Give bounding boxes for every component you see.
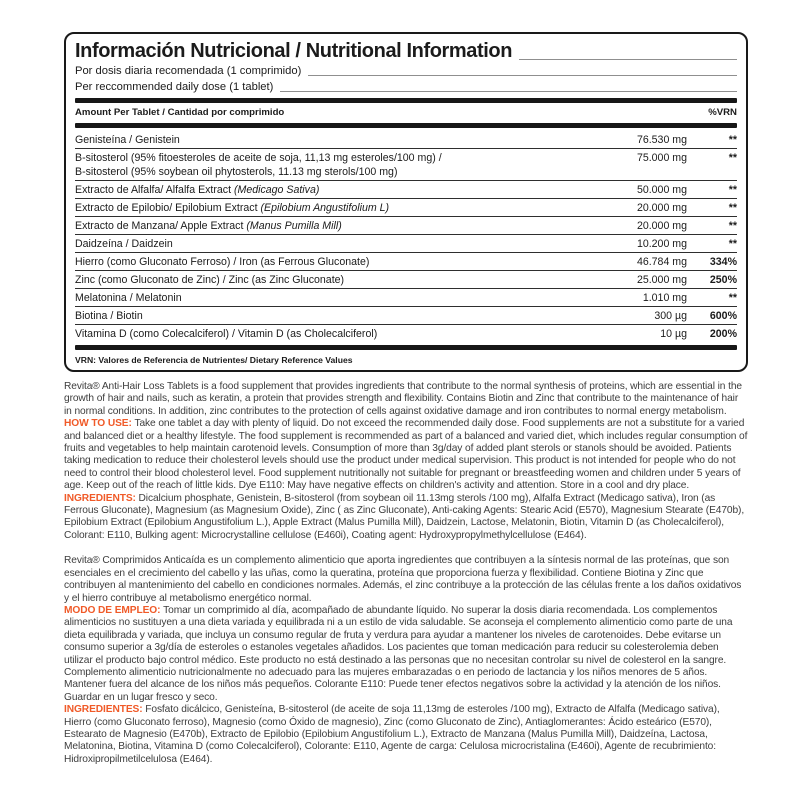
nutrient-name: Zinc (como Gluconato de Zinc) / Zinc (as Zinc Gluconate) [75, 273, 345, 286]
nutrient-vrn-percent: ** [728, 201, 737, 214]
paragraph-text: Tomar un comprimido al día, acompañado de abundante líquido. No superar la dosis diaria recomendada. Los complementos alimenticios no sustituyen a una dieta variada y equilibrada ni a un estilo de vida saludable. Se aconseja el complemento alimenticio como parte de una dieta equilibrada y variada, que incluya un consumo regular de fruta y verdura para ayudar a mantener los niveles de carotenoides. Debe evitarse un consumo superior a 3g/día de esteroles o estanoles vegetales añadidos. Los pacientes que toman medicación para reducir su colesterolemia deben utilizar el producto bajo control médico. Este producto no está destinado a las personas que no necesitan controlar su nivel de colesterol en la sangre. Complemento alimenticio nutricionalmente no adecuado para las mujeres embarazadas o en periodo de lactancia y los niños menores de 5 años. Mantener fuera del alcance de los niños más pequeños. Colorante E110: Puede tener efectos negativos sobre la actividad y la atención de los niños. Guardar en un lugar fresco y seco. [64, 604, 733, 703]
nutrient-row [75, 288, 737, 306]
paragraphs [64, 381, 748, 766]
dose-text-es: Por dosis diaria recomendada (1 comprimido) [75, 65, 302, 77]
paragraph-text: Dicalcium phosphate, Genistein, B-sitosterol (from soybean oil 11.13mg sterols /100 mg), Alfalfa Extract (Medicago sativa), Iron (as Ferrous Gluconate), Magnesium (as Magnesium Oxide), Zinc ( as Zinc Gluconate), Anti-caking Agents: Stearic Acid (E570), Magnesium Stearate (E470b), Epilobium Extract (Epilobium Angustifolium L.), Apple Extract (Malus Pumilla Mill), Daidzein, Lactose, Melatonin, Biotin, Vitamin D (as Cholecalciferol), Colorant: E110, Bulking agent: Microcrystalline cellulose (E460i), Coating agent: Hydroxypropylmethylcellulose (E464). [64, 492, 745, 541]
nutrient-row [75, 148, 737, 180]
paragraph-label: HOW TO USE: [64, 418, 135, 430]
thick-divider-bottom [75, 345, 737, 350]
paragraph-text: Fosfato dicálcico, Genisteína, B-sitosterol (de aceite de soja 11,13mg de esteroles /100 mg), Extracto de Alfalfa (Medicago sativa), Hierro (como Gluconato ferroso), Magnesio (como Óxido de magnesio), Zinc (como Gluconato de Zinc), Antiaglomerantes: Ácido esteárico (E570), Estearato de Magnesio (E470b), Extracto de Epilobio (Epilobium Angustifolium L.), Extracto de Manzana (Malus Pumilla Mill), Daidzeína, Lactosa, Melatonina, Biotina, Vitamina D (como Colecalciferol), Colorante: E110, Agente de carga: Celulosa microcristalina (E460i), Agente de recubrimiento: Hidroxipropilmetilcelulosa (E464). [64, 704, 720, 765]
nutrient-vrn-percent: 600% [709, 309, 737, 322]
nutrient-amount: 300 µg [654, 309, 687, 322]
nutrition-facts-box [64, 32, 748, 372]
vrn-footnote: VRN: Valores de Referencia de Nutrientes/ Dietary Reference Values [75, 355, 353, 365]
how-to-use-en [64, 418, 748, 492]
nutrient-vrn-percent: ** [728, 237, 737, 250]
nutrient-row [75, 198, 737, 216]
nutrient-amount: 20.000 mg [636, 201, 687, 214]
nutrient-vrn-percent: ** [728, 133, 737, 146]
nutrient-vrn-percent: ** [728, 151, 737, 164]
paragraph-label: INGREDIENTES: [64, 704, 146, 716]
nutrient-name: B-sitosterol (95% fitoesteroles de aceite de soja, 11,13 mg esteroles/100 mg) / B-sitosterol (95% soybean oil phytosterols, 11.13 mg sterols/100 mg) [75, 151, 442, 178]
nutrient-amount: 1.010 mg [642, 291, 687, 304]
column-header-amount: Amount Per Tablet / Cantidad por comprimido [75, 107, 285, 118]
ingredients-en [64, 493, 748, 543]
nutrient-vrn-percent: 200% [709, 327, 737, 340]
nutrient-name: Daidzeína / Daidzein [75, 237, 173, 250]
nutrient-vrn-percent: ** [728, 291, 737, 304]
nutrient-row [75, 216, 737, 234]
modo-de-empleo-es [64, 605, 748, 704]
table-column-header [75, 106, 737, 120]
dose-line-en [75, 80, 737, 95]
paragraph-label: MODO DE EMPLEO: [64, 604, 164, 616]
nutrient-row [75, 252, 737, 270]
nutrient-name: Hierro (como Gluconato Ferroso) / Iron (as Ferrous Gluconate) [75, 255, 370, 268]
nutrient-name: Extracto de Manzana/ Apple Extract (Manus Pumilla Mill) [75, 219, 342, 232]
paragraph-text: Revita® Anti-Hair Loss Tablets is a food supplement that provides ingredients that contribute to the normal synthesis of proteins, which are essential in the growth of hair and nails, such as keratin, a protein that provides strength and flexibility. Contains Biotin and Zinc that contribute to the maintenance of hair in normal conditions. In addition, zinc contributes to the protection of cells against oxidative damage and iron contributes to normal energy metabolism. [64, 381, 742, 417]
nutrient-name: Genisteína / Genistein [75, 133, 180, 146]
nutrient-vrn-percent: 250% [709, 273, 737, 286]
nutrient-name: Biotina / Biotin [75, 309, 143, 322]
nutrient-row [75, 324, 737, 342]
nutrient-amount: 10 µg [660, 327, 687, 340]
nutrient-name: Extracto de Alfalfa/ Alfalfa Extract (Medicago Sativa) [75, 183, 320, 196]
paragraph-text: Revita® Comprimidos Anticaída es un complemento alimenticio que aporta ingredientes que contribuyen a la síntesis normal de las proteínas, que son esenciales en el crecimiento del cabello y las uñas, como la queratina, proteína que proporciona fuerza y flexibilidad. Contiene Biotina y Zinc que contribuyen al mantenimiento del cabello en condiciones normales. Además, el zinc contribuye a la protección de las células frente a los daños oxidativos y el hierro contribuye al metabolismo energético normal. [64, 555, 742, 604]
nutrient-amount: 75.000 mg [636, 151, 687, 164]
nutrient-amount: 25.000 mg [636, 273, 687, 286]
nutrient-amount: 50.000 mg [636, 183, 687, 196]
dose-line-es [75, 64, 737, 79]
nutrient-rows [75, 131, 737, 342]
description-en [64, 381, 748, 418]
paragraph-label: INGREDIENTS: [64, 492, 139, 504]
description-es [64, 555, 748, 605]
nutrient-amount: 76.530 mg [636, 133, 687, 146]
nutrient-vrn-percent: ** [728, 219, 737, 232]
nutrient-row [75, 234, 737, 252]
nutrient-amount: 46.784 mg [636, 255, 687, 268]
nutrient-amount: 20.000 mg [636, 219, 687, 232]
dose-rule-en [280, 91, 737, 92]
nutrient-row [75, 306, 737, 324]
nutrient-amount: 10.200 mg [636, 237, 687, 250]
ingredientes-es [64, 704, 748, 766]
nutrient-row [75, 131, 737, 148]
nutrient-vrn-percent: 334% [709, 255, 737, 268]
nutrient-vrn-percent: ** [728, 183, 737, 196]
thick-divider-middle [75, 123, 737, 128]
thick-divider-top [75, 98, 737, 103]
title-row [75, 39, 737, 63]
dose-rule-es [308, 75, 737, 76]
nutrient-name: Extracto de Epilobio/ Epilobium Extract (Epilobium Angustifolium L) [75, 201, 390, 214]
page-title: Información Nutricional / Nutritional Information [75, 40, 513, 62]
nutrient-name: Vitamina D (como Colecalciferol) / Vitamin D (as Cholecalciferol) [75, 327, 378, 340]
title-rule [519, 59, 737, 60]
dose-text-en: Per reccommended daily dose (1 tablet) [75, 81, 274, 93]
nutrient-row [75, 180, 737, 198]
nutrient-row [75, 270, 737, 288]
paragraph-text: Take one tablet a day with plenty of liquid. Do not exceed the recommended daily dose. Food supplements are not a substitute for a varied and balanced diet or a healthy lifestyle. The food supplement is recommended as part of a balanced and varied diet, which includes regular consumption of fruits and vegetables to help maintain carotenoid levels. Consumption of more than 3g/day of added plant sterols or stanols should be avoided. Patients taking medication to reduce their cholesterol levels should use the product under medical supervision. This product is not intended for people who do not need to control their blood cholesterol level. Food supplement nutritionally not suitable for pregnant or breastfeeding women and children under 5 years of age. Keep out of the reach of little kids. Dye E110: May have negative effects on children's activity and attention. Store in a cool and dry place. [64, 418, 748, 492]
supplement-label [64, 32, 748, 766]
column-header-vrn: %VRN [708, 107, 737, 118]
nutrient-name: Melatonina / Melatonin [75, 291, 182, 304]
